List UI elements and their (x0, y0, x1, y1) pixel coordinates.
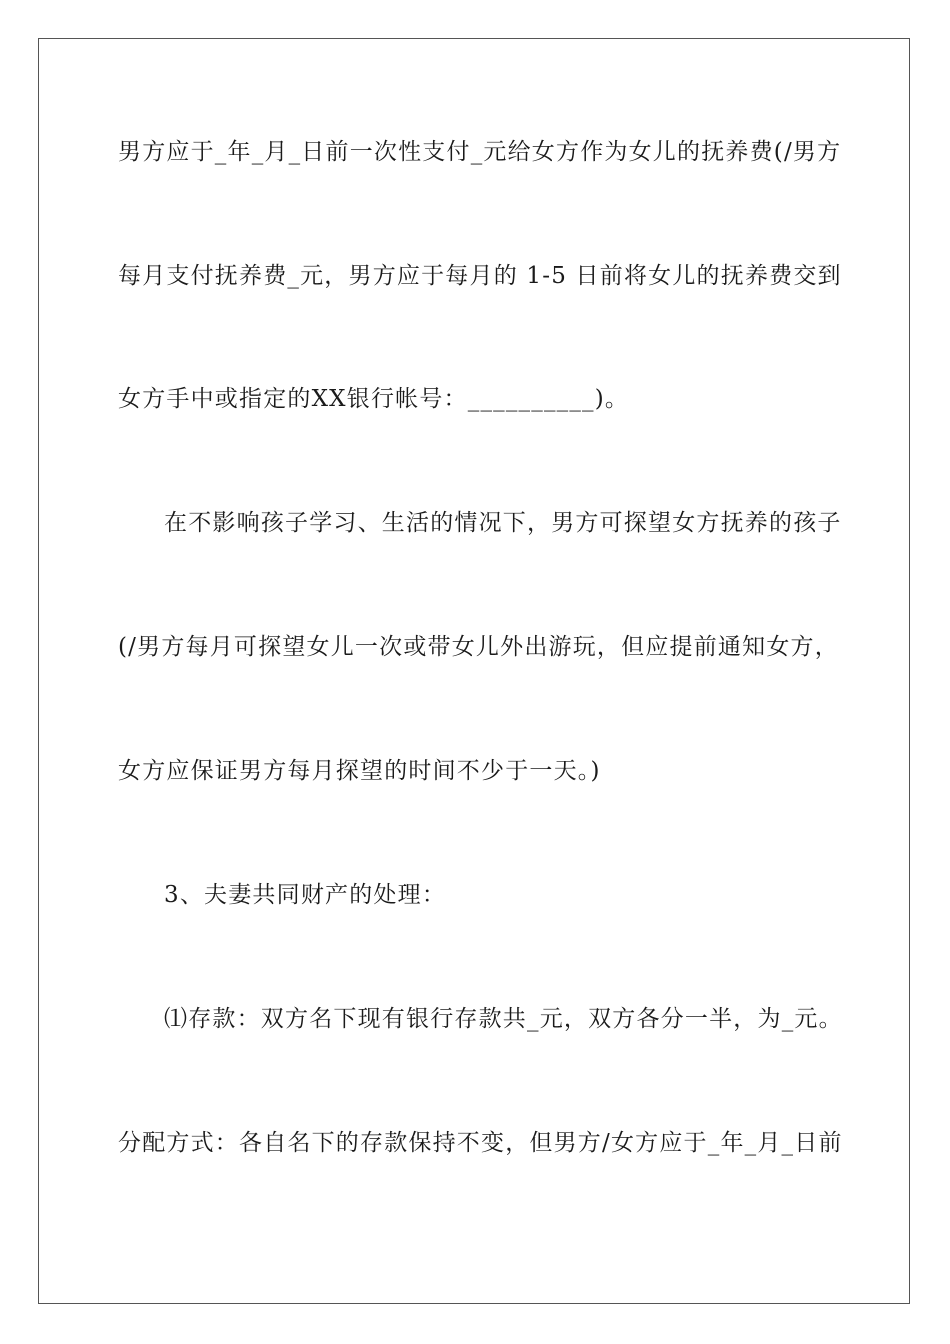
paragraph-line-3: 女方手中或指定的XX银行帐号：__________)。 (118, 386, 630, 412)
paragraph-line-distribution: 分配方式：各自名下的存款保持不变，但男方/女方应于_年_月_日前 (118, 1130, 843, 1156)
paragraph-line-1: 男方应于_年_月_日前一次性支付_元给女方作为女儿的抚养费(/男方 (118, 139, 842, 165)
paragraph-line-6: 女方应保证男方每月探望的时间不少于一天。) (118, 758, 601, 784)
paragraph-line-savings: ⑴存款：双方名下现有银行存款共_元，双方各分一半，为_元。 (164, 1006, 843, 1032)
page-frame (38, 38, 910, 1304)
paragraph-line-2: 每月支付抚养费_元，男方应于每月的 1-5 日前将女儿的抚养费交到 (118, 263, 842, 289)
paragraph-line-4: 在不影响孩子学习、生活的情况下，男方可探望女方抚养的孩子 (164, 510, 842, 536)
paragraph-line-5: (/男方每月可探望女儿一次或带女儿外出游玩，但应提前通知女方， (118, 634, 839, 660)
section-heading-3: 3、夫妻共同财产的处理： (164, 882, 447, 908)
